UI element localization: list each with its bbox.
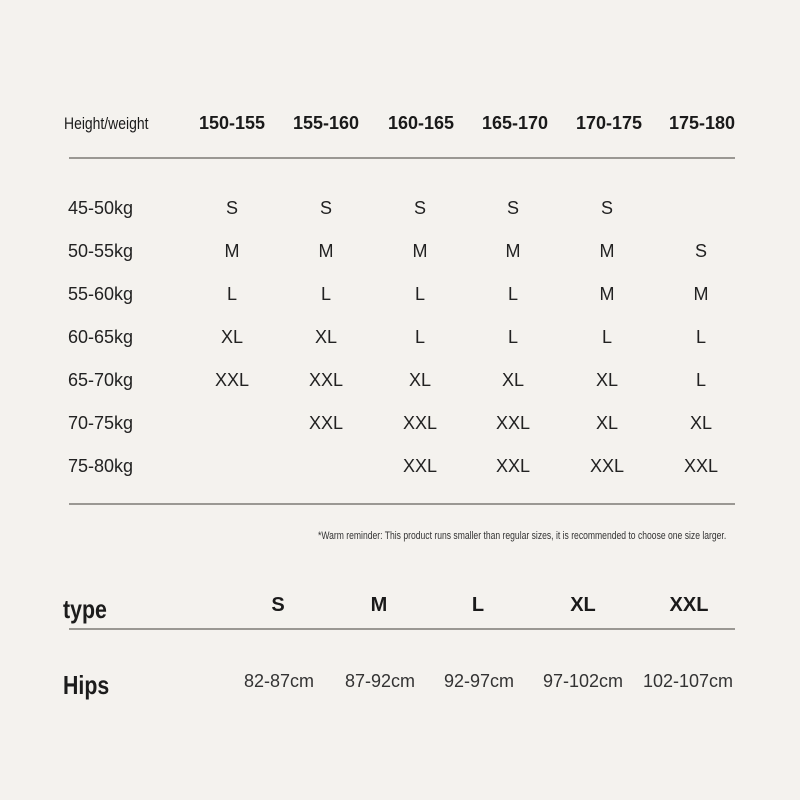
weight-label: 75-80kg — [68, 456, 134, 476]
type-size: S — [271, 594, 285, 616]
hips-value: 87-92cm — [344, 671, 416, 691]
size-cell: L — [507, 327, 518, 347]
size-cell: S — [506, 198, 519, 218]
size-cell: M — [599, 241, 615, 261]
type-label: type — [63, 594, 107, 624]
size-cell: M — [599, 284, 615, 304]
size-cell: S — [225, 198, 238, 218]
size-cell: XXL — [308, 413, 344, 433]
type-size: L — [471, 594, 485, 616]
hips-value: 97-102cm — [542, 671, 624, 691]
size-cell: XL — [595, 413, 619, 433]
height-col-4: 165-170 — [481, 113, 549, 133]
size-cell: XXL — [495, 413, 531, 433]
size-cell: S — [319, 198, 332, 218]
header-divider — [69, 157, 735, 159]
size-cell: L — [226, 284, 237, 304]
size-cell: M — [412, 241, 428, 261]
weight-label: 55-60kg — [68, 284, 134, 304]
hips-value: 92-97cm — [443, 671, 515, 691]
height-col-2: 155-160 — [292, 113, 360, 133]
warm-reminder-note: *Warm reminder: This product runs smaller than regular sizes, it is recommended to choose one size larger. — [318, 530, 727, 542]
size-cell: L — [320, 284, 331, 304]
type-size: M — [370, 594, 388, 616]
weight-label: 70-75kg — [68, 413, 134, 433]
height-col-1: 150-155 — [198, 113, 266, 133]
size-cell: L — [507, 284, 518, 304]
size-cell: XXL — [214, 370, 250, 390]
grid-bottom-divider — [69, 503, 735, 505]
type-size: XXL — [669, 594, 709, 616]
size-cell: XL — [408, 370, 432, 390]
size-cell: XL — [220, 327, 244, 347]
size-cell: XXL — [308, 370, 344, 390]
header-label: Height/weight — [64, 114, 149, 133]
weight-label: 65-70kg — [68, 370, 134, 390]
size-cell: L — [695, 327, 706, 347]
size-cell: XXL — [402, 456, 438, 476]
weight-label: 45-50kg — [68, 198, 134, 218]
size-cell: XL — [689, 413, 713, 433]
size-cell: M — [318, 241, 334, 261]
type-divider — [69, 628, 735, 630]
size-cell: L — [414, 327, 425, 347]
height-col-3: 160-165 — [387, 113, 455, 133]
size-cell: S — [694, 241, 707, 261]
size-cell: M — [224, 241, 240, 261]
size-cell: M — [505, 241, 521, 261]
hips-label: Hips — [63, 670, 110, 700]
weight-label: 60-65kg — [68, 327, 134, 347]
size-cell: XL — [595, 370, 619, 390]
size-cell: XXL — [589, 456, 625, 476]
height-col-6: 175-180 — [668, 113, 736, 133]
size-cell: M — [693, 284, 709, 304]
size-cell: XL — [501, 370, 525, 390]
type-size: XL — [570, 594, 596, 616]
size-cell: L — [695, 370, 706, 390]
weight-label: 50-55kg — [68, 241, 134, 261]
size-cell: XXL — [402, 413, 438, 433]
height-col-5: 170-175 — [575, 113, 643, 133]
hips-value: 102-107cm — [642, 671, 734, 691]
size-cell: S — [600, 198, 613, 218]
size-cell: XXL — [683, 456, 719, 476]
size-cell: L — [414, 284, 425, 304]
size-cell: XXL — [495, 456, 531, 476]
hips-value: 82-87cm — [243, 671, 315, 691]
size-cell: S — [413, 198, 426, 218]
size-cell: L — [601, 327, 612, 347]
size-cell: XL — [314, 327, 338, 347]
